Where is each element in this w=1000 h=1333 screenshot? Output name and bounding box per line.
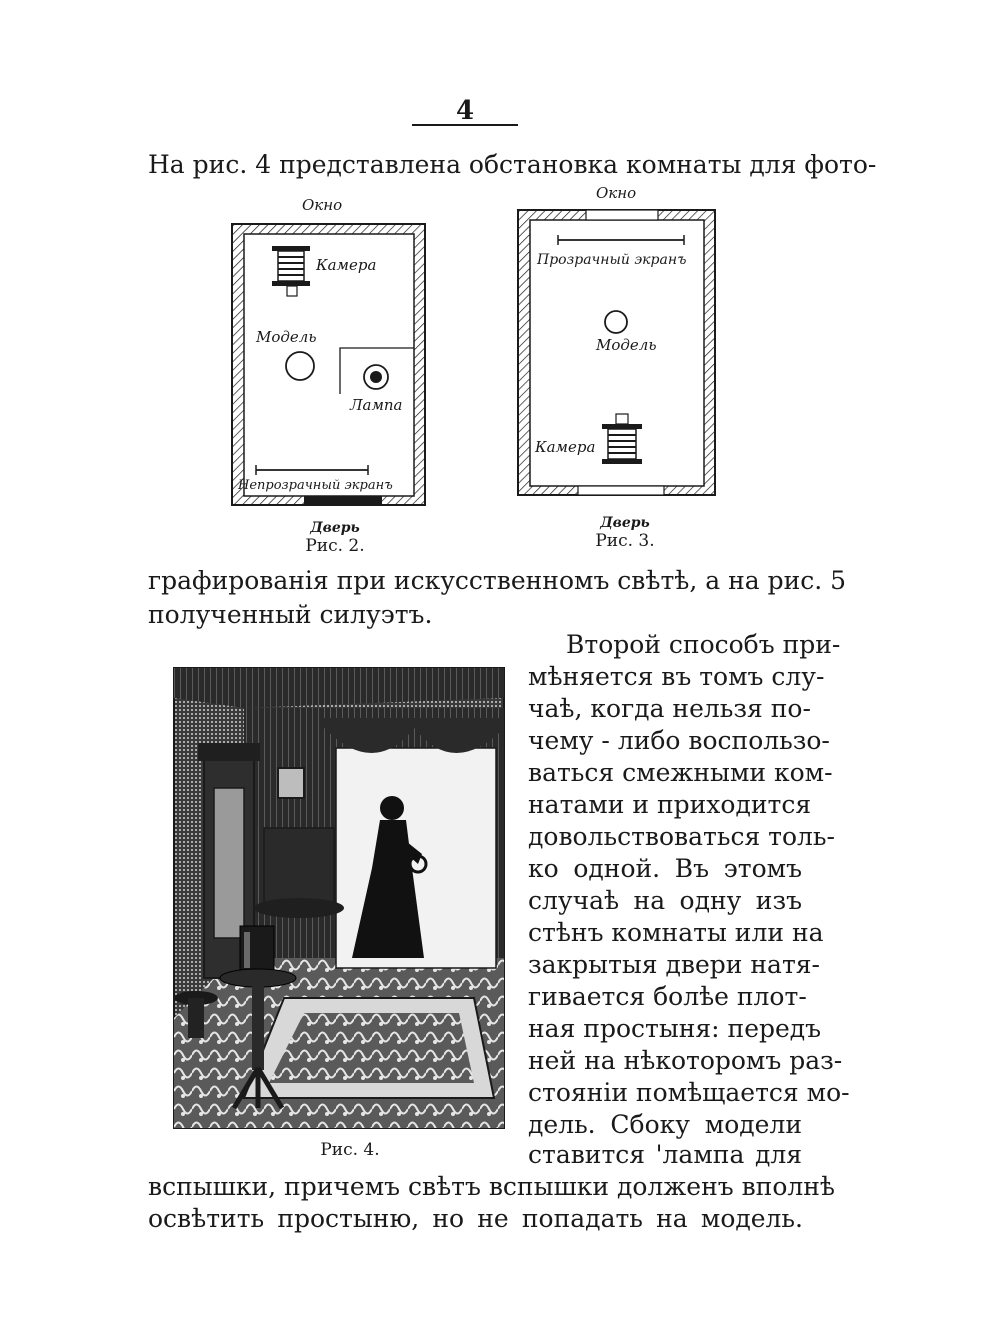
fig2-caption-block	[280, 520, 390, 556]
col-line-2: мѣняется въ томъ слу-	[528, 662, 825, 691]
fig3-door-label: Дверь	[600, 515, 650, 531]
col-line-9: случаѣ на одну изъ	[528, 886, 802, 915]
fig3-screen-label: Прозрачный экранъ	[537, 252, 687, 268]
fig3-camera-label: Камера	[535, 438, 596, 456]
col-line-6: натами и приходится	[528, 790, 812, 819]
fig2-model-icon	[286, 352, 314, 380]
col-line-16: дель. Сбоку модели	[528, 1110, 802, 1139]
col-line-11: закрытыя двери натя-	[528, 950, 821, 979]
fig3-window-label: Окно	[596, 184, 637, 202]
fig3-caption-block	[570, 515, 680, 551]
fig2-door-label: Дверь	[310, 520, 360, 536]
col-line-1: Второй способъ при-	[566, 630, 841, 659]
fig3-model-icon	[605, 311, 627, 333]
fig3-door	[578, 486, 664, 495]
fig2-window-label: Окно	[302, 196, 343, 214]
fig2-caption: Рис. 2.	[305, 536, 365, 556]
body-text-line-c: освѣтить простыню, но не попадать на модель.	[148, 1204, 803, 1233]
fig3-model-label: Модель	[596, 336, 657, 354]
page-number: 4	[455, 96, 475, 126]
fig4-caption: Рис. 4.	[320, 1140, 380, 1160]
body-text-line-a: ставится 'лампа для	[528, 1140, 802, 1169]
fig2-lamp-icon	[364, 365, 388, 389]
col-line-10: стѣнъ комнаты или на	[528, 918, 824, 947]
fig3-caption: Рис. 3.	[595, 531, 655, 551]
col-line-3: чаѣ, когда нельзя по-	[528, 694, 811, 723]
fig3-window	[586, 210, 658, 220]
fig2-camera-label: Камера	[316, 256, 377, 274]
fig2-door	[304, 496, 382, 505]
body-text-line-3: полученный силуэтъ.	[148, 600, 433, 629]
fig2-model-label: Модель	[256, 328, 317, 346]
col-line-14: ней на нѣкоторомъ раз-	[528, 1046, 843, 1075]
fig2-screen-label: Непрозрачный экранъ	[238, 478, 393, 493]
body-text-line-1: На рис. 4 представлена обстановка комнаты для фото-	[148, 150, 877, 179]
figure-4-engraving	[174, 668, 504, 1128]
col-line-12: гивается болѣе плот-	[528, 982, 807, 1011]
col-line-15: стояніи помѣщается мо-	[528, 1078, 850, 1107]
col-line-13: ная простыня: передъ	[528, 1014, 822, 1043]
col-line-8: ко одной. Въ этомъ	[528, 854, 802, 883]
col-line-5: ваться смежными ком-	[528, 758, 833, 787]
col-line-4: чему - либо воспользо-	[528, 726, 830, 755]
fig2-lamp-label: Лампа	[350, 396, 403, 414]
body-text-line-b: вспышки, причемъ свѣтъ вспышки долженъ вполнѣ	[148, 1172, 835, 1201]
col-line-7: довольствоваться толь-	[528, 822, 835, 851]
body-text-line-2: графированія при искусственномъ свѣтѣ, а на рис. 5	[148, 566, 847, 595]
figure-2-floor-plan	[0, 0, 1000, 600]
